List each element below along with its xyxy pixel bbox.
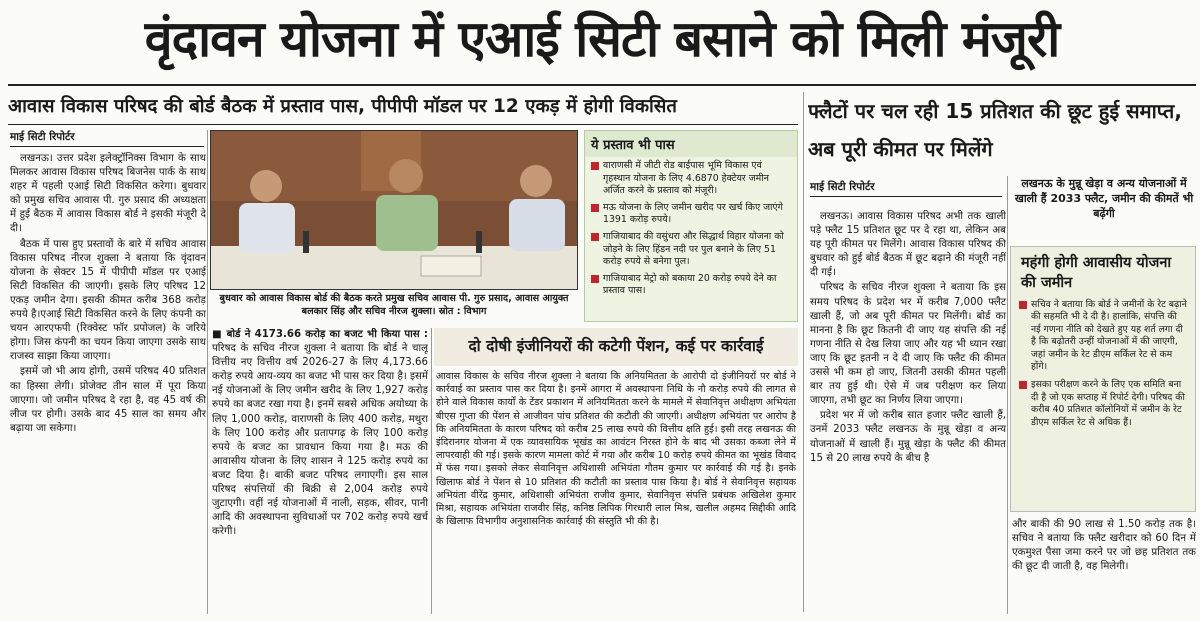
land-box-title: महंगी होगी आवासीय योजना की जमीन <box>1021 255 1172 291</box>
right-highlight: लखनऊ के मुन्नू खेड़ा व अन्य योजनाओं में खाली हैं 2033 फ्लैट, जमीन की कीमतें भी बढ़ेंगी <box>1014 177 1194 220</box>
left-paragraph: इसमें जो भी आय होगी, उसमें परिषद 40 प्रतिशत का हिस्सा लेगी। प्रोजेक्ट तीन साल में पूरा किया जाएगा। जो जमीन परिषद दे रहा है, वह 45 वर्ष की लीज पर होगी। उसके बाद 45 साल का समय और बढ़ाया जा सकेगा। <box>10 366 206 434</box>
land-box-item-text: सचिव ने बताया कि बोर्ड ने जमीनों के रेट बढ़ाने की सहमति भी दे दी है। हालांकि, संपत्ति की नई गणना नीति को देखते हुए यह शर्त लगा दी है कि बढ़ोतरी उन्हीं योजनाओं में की जाएगी, जहां जमीन के रेट डीएम सर्किल रेट से कम होंगे। <box>1031 299 1187 373</box>
land-box-item <box>1019 379 1189 429</box>
flats-paragraph: प्रदेश भर में जो करीब सात हजार फ्लैट खाली हैं, उनमें 2033 फ्लैट लखनऊ के मुन्नू खेड़ा व अन्य योजनाओं में खाली हैं। मुन्नू खेड़ा के फ्लैट की कीमत 15 से 20 लाख रुपये के बीच है <box>810 410 1006 464</box>
proposals-box <box>584 130 798 322</box>
proposals-box-title: ये प्रस्ताव भी पास <box>585 131 797 157</box>
proposal-item <box>591 160 791 198</box>
land-box-item <box>1019 299 1189 373</box>
budget-text: परिषद के सचिव नीरज शुक्ला ने बताया कि बोर्ड ने चालू वित्तीय नए वित्तीय वर्ष 2026-27 के लिए 4,173.66 करोड़ रुपये आय-व्यय का बजट भी पास कर दिया है। इसमें नई योजनाओं के लिए जमीन खरीद के लिए 1,927 करोड़ रुपये का बजट रखा गया है। इनमें सबसे अधिक अयोध्या के लिए 1,000 करोड़, वाराणसी के लिए 400 करोड़, मथुरा के लिए 100 करोड़ और प्रतापगढ़ के लिए 100 करोड़ रुपये के बजट का प्रावधान किया गया है। मऊ की आवासीय योजना के लिए शासन ने 125 करोड़ रुपये का बजट दिया है। बाकी बजट परिषद लगाएगी। इस साल परिषद संपत्तियों की बिक्री से 2,004 करोड़ रुपये जुटाएगी। वहीं नई योजनाओं में नाली, सड़क, सीवर, पानी आदि की अवस्थापना सुविधाओं पर 702 करोड़ रुपये खर्च करेगी। <box>212 343 428 538</box>
land-box-item-text: इसका परीक्षण करने के लिए एक समिति बना दी है जो एक सप्ताह में रिपोर्ट देगी। परिषद की करीब 40 प्रतिशत कॉलोनियों में जमीन के रेट डीएम सर्किल रेट से अधिक हैं। <box>1031 379 1185 428</box>
budget-story <box>212 328 428 614</box>
proposal-item <box>591 231 791 269</box>
column-divider <box>1007 176 1008 614</box>
bullet-icon <box>591 233 599 241</box>
left-paragraph: लखनऊ। उत्तर प्रदेश इलेक्ट्रॉनिक्स विभाग के साथ मिलकर आवास विकास परिषद बिजनेस पार्क के साथ शहर में पहली एआई सिटी विकसित करेगा। बुधवार को प्रमुख सचिव आवास पी. गुरु प्रसाद की अध्यक्षता में हुई बैठक में आवास विकास बोर्ड ने इसकी मंजूरी दे दी। <box>10 153 206 235</box>
right-tail-text <box>1012 518 1196 614</box>
right-tail: और बाकी की 90 लाख से 1.50 करोड़ तक है। सचिव ने बताया कि फ्लैट खरीदार को 60 दिन में एकमुश्त पैसा जमा करने पर जो छह प्रतिशत तक की छूट दी जाती है, वह मिलेगी। <box>1012 519 1196 573</box>
photo-caption: बुधवार को आवास विकास बोर्ड की बैठक करते प्रमुख सचिव आवास पी. गुरु प्रसाद, आवास आयुक्त बलकार सिंह और सचिव नीरज शुक्ला। स्रोत : विभाग <box>219 293 569 317</box>
byline-rule <box>10 146 204 147</box>
left-paragraph: बैठक में पास हुए प्रस्तावों के बारे में सचिव आवास विकास परिषद नीरज शुक्ला ने बताया कि वृंदावन योजना के सेक्टर 15 में पीपीपी मॉडल पर एआई सिटी विकसित की जाएगी। इसके लिए परिषद 12 एकड़ जमीन देगा। इसकी कीमत करीब 368 करोड़ रुपये है।एआई सिटी विकसित करने के लिए कंपनी का चयन आरएफपी (रिक्वेस्ट फॉर प्रपोजल) के जरिये होगा। जिस कंपनी का चयन किया जाएगा उसके साथ राजस्व साझा किया जाएगा। <box>10 238 206 363</box>
proposal-item-text: मऊ योजना के लिए जमीन खरीद पर खर्च किए जाएंगे 1391 करोड़ रुपये। <box>603 201 783 226</box>
bullet-icon <box>591 275 599 283</box>
left-story-subhead: आवास विकास परिषद की बोर्ड बैठक में प्रस्ताव पास, पीपीपी मॉडल पर 12 एकड़ में होगी विकसित <box>8 96 677 117</box>
budget-lead: बोर्ड ने 4173.66 करोड़ का बजट भी किया पास : <box>226 329 428 340</box>
flats-story-subhead: फ्लैटों पर चल रही 15 प्रतिशत की छूट हुई समाप्त, अब पूरी कीमत पर मिलेंगे <box>808 99 1182 161</box>
column-divider <box>431 328 432 614</box>
bullet-icon <box>591 204 599 212</box>
headline-rule <box>8 84 1196 86</box>
budget-lead-bullet-icon: ■ <box>212 329 227 340</box>
flats-byline: माई सिटी रिपोर्टर <box>810 181 875 193</box>
flats-paragraph: लखनऊ। आवास विकास परिषद अभी तक खाली पड़े फ्लैट 15 प्रतिशत छूट पर दे रहा था, लेकिन अब यह पूरी कीमत पर मिलेंगे। आवास विकास परिषद की बुधवार को हुई बोर्ड बैठक में छूट बढ़ाने की मंजूरी नहीं दी गई। <box>810 211 1006 279</box>
land-price-box <box>1010 246 1196 512</box>
subhead-rule <box>8 124 798 125</box>
proposal-item <box>591 202 791 227</box>
meeting-photo <box>210 130 578 290</box>
proposal-item-text: गाजियाबाद मेट्रो को बकाया 20 करोड़ रुपये देने का प्रस्ताव पास। <box>603 272 777 297</box>
meeting-photo-illustration <box>211 131 578 290</box>
bullet-icon <box>1019 301 1027 309</box>
engineers-story-text: आवास विकास के सचिव नीरज शुक्ला ने बताया कि अनियमितता के आरोपी दो इंजीनियरों पर बोर्ड ने कार्रवाई का प्रस्ताव पास कर दिया है। इनमें आगरा में अवस्थापना निधि के नौ करोड़ रुपये की लागत से होने वाले विकास कार्यों के टेंडर प्रकाशन में अनियमितता करने के मामले में सेवानिवृत्त अधीक्षण अभियंता बीएस गुप्ता की पेंशन से आजीवन पांच प्रतिशत की कटौती की जाएगी। अधीक्षण अभियंता पर आरोप है कि अनियमितता के कारण परिषद को करीब 25 लाख रुपये की वित्तीय क्षति हुई। इसी तरह लखनऊ की इंदिरानगर योजना में एक व्यावसायिक भूखंड का आवंटन निरस्त होने के बाद भी उसका कब्जा लेने में लापरवाही की गई। इसके कारण मामला कोर्ट में गया और करीब 10 करोड़ रुपये कीमत का भूखंड विवाद में फंस गया। इसको लेकर सेवानिवृत्त अधिशासी अभियंता गौतम कुमार पर कार्रवाई की गई है। इनके खिलाफ बोर्ड ने पेंशन से 10 प्रतिशत की कटौती का प्रस्ताव पास किया है। बोर्ड ने सेवानिवृत्त सहायक अभियंता वीरेंद्र कुमार, अधिशासी अभियंता राजीव कुमार, सेवानिवृत्त संपत्ति प्रबंधक अखिलेश कुमार मिश्रा, सहायक अभियंता राजवीर सिंह, कनिष्ठ लिपिक गिरधारी लाल मिश्र, खलील अहमद सिद्दीकी आदि के खिलाफ विभागीय अनुशासनिक कार्रवाई की संस्तुति भी की है। <box>436 371 796 528</box>
proposal-item-text: वाराणसी में जीटी रोड बाईपास भूमि विकास एवं गृहस्थान योजना के लिए 4.6870 हेक्टेयर जमीन अर्जित करने के प्रस्ताव को मंजूरी। <box>603 160 769 197</box>
byline-rule <box>810 196 1002 197</box>
flats-paragraph: परिषद के सचिव नीरज शुक्ला ने बताया कि इस समय परिषद के प्रदेश भर में करीब 7,000 फ्लैट खाली हैं, जो अब पूरी कीमत पर मिलेंगी। बोर्ड का मानना है कि छूट कितनी दी जाए यह संपत्ति की नई गणना नीति से देख लिया जाए और यह भी ध्यान रखा जाए कि छूट इतनी न दे दी जाए कि फ्लैट की कीमत उससे भी कम हो जाए, जितनी उसकी कीमत पहली बार तय हुई थी। ऐसे में जब परीक्षण कर लिया जाएगा, तभी छूट का निर्णय लिया जाएगा। <box>810 282 1006 407</box>
engineers-story-body <box>436 370 796 614</box>
flats-story-body <box>810 210 1006 614</box>
column-divider <box>803 92 804 612</box>
left-story-body <box>10 152 206 614</box>
bullet-icon <box>1019 381 1027 389</box>
engineers-story-subhead: दो दोषी इंजीनियरों की कटेगी पेंशन, कई पर कार्रवाई <box>434 328 798 366</box>
column-divider <box>207 130 208 614</box>
proposal-item-text: गाजियाबाद की वसुंधरा और सिद्धार्थ विहार योजना को जोड़ने के लिए हिंडन नदी पर पुल बनाने के लिए 51 करोड़ रुपये से बनेगा पुल। <box>603 230 784 268</box>
proposal-item <box>591 273 791 298</box>
left-byline: माई सिटी रिपोर्टर <box>10 131 75 143</box>
bullet-icon <box>591 162 599 170</box>
page-headline: वृंदावन योजना में एआई सिटी बसाने को मिली मंजूरी <box>144 10 1060 68</box>
